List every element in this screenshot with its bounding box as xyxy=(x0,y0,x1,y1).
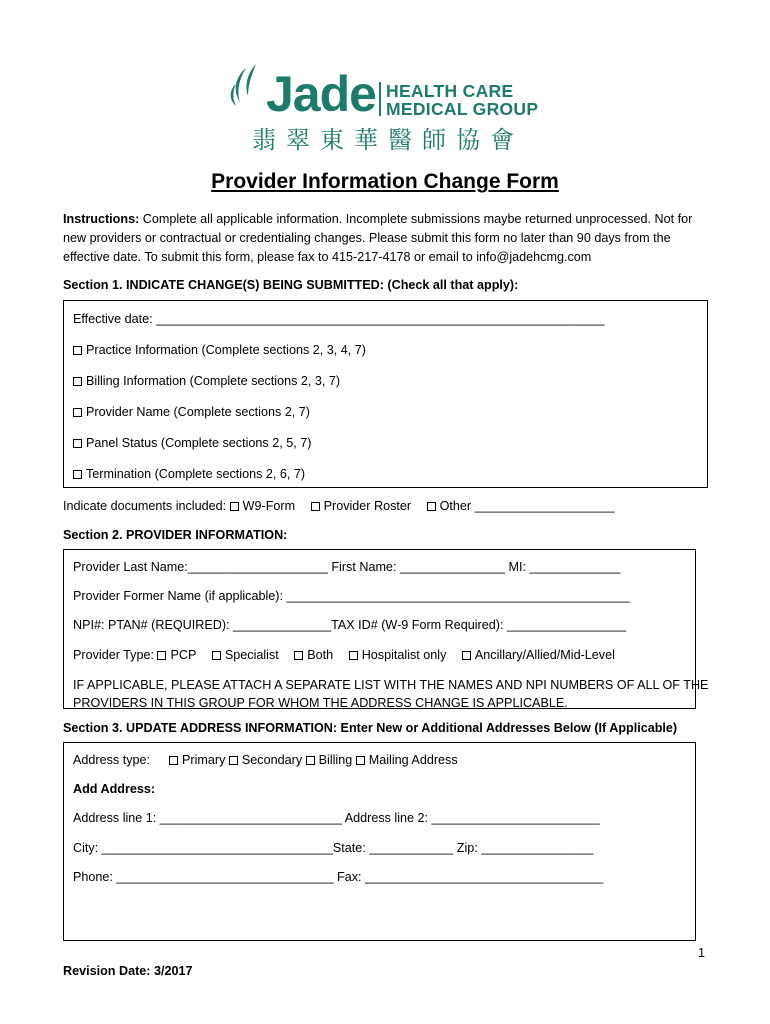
address-fields[interactable]: Address line 1: __________________________ Address line 2: ________________________ xyxy=(73,811,600,825)
attach-note-line-2: PROVIDERS IN THIS GROUP FOR WHOM THE ADDRESS CHANGE IS APPLICABLE. xyxy=(73,696,568,710)
section2-box xyxy=(63,549,709,710)
leaf-icon xyxy=(226,62,270,122)
checkbox[interactable] xyxy=(73,377,82,386)
npi-tax-fields[interactable]: NPI#: PTAN# (REQUIRED): ______________TAX ID# (W-9 Form Required): _________________ xyxy=(73,618,627,632)
phone-fax-fields[interactable]: Phone: _______________________________ Fax: __________________________________ xyxy=(73,870,604,884)
jade-logo xyxy=(226,62,539,154)
checkbox-billing[interactable] xyxy=(306,756,315,765)
checkbox-roster[interactable] xyxy=(311,502,320,511)
logo-chinese-name: 翡翠東華醫師協會 xyxy=(252,126,524,154)
revision-date: Revision Date: 3/2017 xyxy=(63,964,193,978)
checkbox-hospitalist[interactable] xyxy=(349,651,358,660)
logo-divider xyxy=(379,82,381,116)
provider-name-fields[interactable]: Provider Last Name:____________________ First Name: _______________ MI: _____________ xyxy=(73,560,621,574)
address-type-label: Address type: xyxy=(73,753,151,767)
checkbox-w9[interactable] xyxy=(230,502,239,511)
checkbox[interactable] xyxy=(73,346,82,355)
option-billing-info[interactable]: Billing Information (Complete sections 2, 3, 7) xyxy=(73,373,340,389)
documents-label: Indicate documents included: xyxy=(63,499,227,513)
checkbox-primary[interactable] xyxy=(169,756,178,765)
checkbox-mailing[interactable] xyxy=(356,756,365,765)
instructions-line-1: Complete all applicable information. Incomplete submissions maybe returned unprocessed. Not for xyxy=(139,212,693,226)
provider-type-label: Provider Type: xyxy=(73,648,154,662)
attach-note-line-1: IF APPLICABLE, PLEASE ATTACH A SEPARATE LIST WITH THE NAMES AND NPI NUMBERS OF ALL OF THE xyxy=(73,678,709,692)
checkbox[interactable] xyxy=(73,408,82,417)
doc-w9: W9-Form xyxy=(242,499,296,513)
doc-other[interactable]: Other ____________________ xyxy=(439,499,615,513)
option-termination[interactable]: Termination (Complete sections 2, 6, 7) xyxy=(73,466,305,482)
documents-included-row xyxy=(63,498,615,514)
checkbox[interactable] xyxy=(73,439,82,448)
section1-heading: Section 1. INDICATE CHANGE(S) BEING SUBMITTED: (Check all that apply): xyxy=(63,278,519,292)
section2-heading: Section 2. PROVIDER INFORMATION: xyxy=(63,528,288,542)
option-panel-status[interactable]: Panel Status (Complete sections 2, 5, 7) xyxy=(73,435,311,451)
instructions xyxy=(63,210,713,267)
former-name-field[interactable]: Provider Former Name (if applicable): _________________________________________________ xyxy=(73,589,630,603)
checkbox-other[interactable] xyxy=(427,502,436,511)
city-state-zip-fields[interactable]: City: _________________________________State: ____________ Zip: ________________ xyxy=(73,841,594,855)
section3-heading: Section 3. UPDATE ADDRESS INFORMATION: Enter New or Additional Addresses Below (If Applicable) xyxy=(63,721,678,735)
option-provider-name[interactable]: Provider Name (Complete sections 2, 7) xyxy=(73,404,310,420)
page-number: 1 xyxy=(698,946,706,960)
checkbox[interactable] xyxy=(73,470,82,479)
checkbox-secondary[interactable] xyxy=(229,756,238,765)
logo-wordmark: Jade xyxy=(266,66,376,122)
provider-type-row: Provider Type: PCP Specialist Both Hospitalist only Ancillary/Allied/Mid-Level xyxy=(73,648,615,662)
add-address-label: Add Address: xyxy=(73,782,156,796)
logo-tagline-1: HEALTH CARE xyxy=(386,81,514,101)
effective-date-field[interactable]: Effective date: ________________________________________________________________ xyxy=(73,312,605,326)
address-type-row: Address type: Primary Secondary Billing Mailing Address xyxy=(73,753,458,767)
checkbox-pcp[interactable] xyxy=(157,651,166,660)
instructions-line-2: new providers or contractual or credentialing changes. Please submit this form no later than 90 days from the xyxy=(63,231,671,245)
checkbox-both[interactable] xyxy=(294,651,303,660)
checkbox-specialist[interactable] xyxy=(212,651,221,660)
instructions-label: Instructions: xyxy=(63,212,140,226)
section1-box xyxy=(63,300,708,488)
form-title: Provider Information Change Form xyxy=(211,170,559,193)
logo-tagline-2: MEDICAL GROUP xyxy=(386,99,539,119)
instructions-line-3: effective date. To submit this form, please fax to 415-217-4178 or email to info@jadehcmg.com xyxy=(63,250,592,264)
doc-roster: Provider Roster xyxy=(323,499,412,513)
option-practice-info[interactable]: Practice Information (Complete sections 2, 3, 4, 7) xyxy=(73,342,366,358)
section3-box xyxy=(63,742,696,941)
checkbox-ancillary[interactable] xyxy=(462,651,471,660)
